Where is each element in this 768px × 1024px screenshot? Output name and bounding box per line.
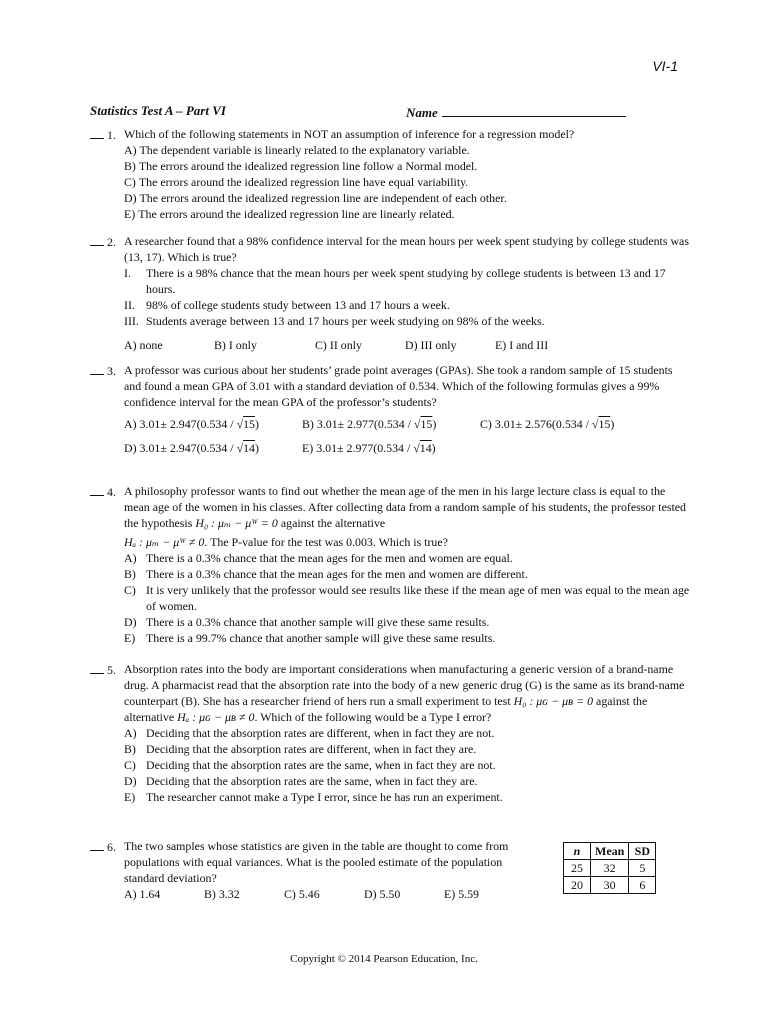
table-row: 20 30 6 [564, 877, 656, 894]
q6-choice-e: E) 5.59 [444, 887, 480, 901]
question-3-text: A professor was curious about her students’ grade point averages (GPAs). She took a random sample of 15 students and found a mean GPA of 3.01 with a standard deviation of 0.534. Which of the following formulas gives a 99% confidence interval for the mean GPA of the professor’s students? [124, 363, 673, 409]
test-title: Statistics Test A – Part VI [90, 103, 226, 118]
q2-statement-3: III. Students average between 13 and 17 hours per week studying on 98% of the weeks. [124, 314, 545, 328]
q4-option-e: E) There is a 99.7% chance that another sample will give these same results. [124, 631, 496, 645]
q4-null-hypothesis: H₀ : μₘ − μᵂ = 0 [195, 516, 278, 530]
q2-choice-b: B) I only [214, 338, 257, 352]
name-field[interactable] [406, 103, 626, 121]
answer-blank-1[interactable] [90, 126, 104, 139]
q4-alt-hypothesis: Hₐ : μₘ − μᵂ ≠ 0 [124, 535, 205, 549]
table-header-n: n [564, 843, 591, 860]
question-1-text: Which of the following statements in NOT an assumption of inference for a regression model? [124, 127, 575, 141]
q5-option-b: B) Deciding that the absorption rates are different, when in fact they are. [124, 742, 477, 756]
copyright-footer: Copyright © 2014 Pearson Education, Inc. [290, 953, 478, 965]
q1-option-a: A) The dependent variable is linearly related to the explanatory variable. [124, 143, 470, 157]
test-header [90, 103, 650, 119]
q4-option-d: D) There is a 0.3% chance that another sample will give these same results. [124, 615, 490, 629]
table-row: 25 32 5 [564, 860, 656, 877]
question-6: 6. The two samples whose statistics are given in the table are thought to come from populations with equal variances. What is the pooled estimate of the population standard deviation? A) 1.64 B) 3.32 C) 5.46 D) 5.50 E) 5.59 [90, 838, 540, 902]
q2-statement-1: I. There is a 98% chance that the mean hours per week spent studying by college students is between 13 and 17 hours. [124, 266, 666, 296]
question-2: 2. A researcher found that a 98% confidence interval for the mean hours per week spent studying by college students was (13, 17). Which is true? I. There is a 98% chance that the mean hours per week spent studying by college students is between 13 and 17 hours. II. 98% of college students study between 13 and 17 hours a week. III. Students average between 13 and 17 hours per week studying on 98% of the weeks. A) none B) I only C) II only D) III only E) I and III [90, 233, 690, 353]
q6-stats-table [563, 842, 656, 894]
q2-choice-e: E) I and III [495, 338, 549, 352]
q1-option-b: B) The errors around the idealized regression line follow a Normal model. [124, 159, 478, 173]
table-header-mean: Mean [591, 843, 629, 860]
q1-option-c: C) The errors around the idealized regression line have equal variability. [124, 175, 469, 189]
question-6-text: The two samples whose statistics are given in the table are thought to come from populations with equal variances. What is the pooled estimate of the population standard deviation? [124, 839, 509, 885]
q3-choice-c: C) 3.01± 2.576(0.534 / √15) [480, 417, 615, 431]
question-3: 3. A professor was curious about her students’ grade point averages (GPAs). She took a random sample of 15 students and found a mean GPA of 3.01 with a standard deviation of 0.534. Which of the following formulas gives a 99% confidence interval for the mean GPA of the professor’s students? A) 3.01± 2.947(0.534 / √15) B) 3.01± 2.977(0.534 / √15) C) 3.01± 2.576(0.534 / √15) D) 3.01± 2.947(0.534 / √14) E) 3.01± 2.977(0.534 / √14) [90, 362, 690, 456]
q3-choice-e: E) 3.01± 2.977(0.534 / √14) [302, 441, 436, 455]
name-line[interactable] [442, 103, 626, 117]
table-header-sd: SD [629, 843, 656, 860]
q5-option-a: A) Deciding that the absorption rates are different, when in fact they are not. [124, 726, 495, 740]
question-1: 1. Which of the following statements in NOT an assumption of inference for a regression model? A) The dependent variable is linearly related to the explanatory variable. B) The errors around the idealized regression line follow a Normal model. C) The errors around the idealized regression line have equal variability. D) The errors around the idealized regression line are independent of each other. E) The errors around the idealized regression line are linearly related. [90, 126, 690, 222]
q2-choice-a: A) none [124, 338, 163, 352]
name-label: Name [406, 105, 438, 120]
q3-choices-row-2 [90, 440, 690, 456]
q3-choice-a: A) 3.01± 2.947(0.534 / √15) [124, 417, 259, 431]
q6-choices [90, 886, 540, 902]
q6-choice-a: A) 1.64 [124, 887, 161, 901]
answer-blank-5[interactable] [90, 661, 104, 674]
q2-statement-2: II. 98% of college students study between 13 and 17 hours a week. [124, 298, 450, 312]
q3-choice-b: B) 3.01± 2.977(0.534 / √15) [302, 417, 437, 431]
q3-choice-d: D) 3.01± 2.947(0.534 / √14) [124, 441, 259, 455]
answer-blank-6[interactable] [90, 838, 104, 851]
q6-choice-d: D) 5.50 [364, 887, 401, 901]
question-4-text: A philosophy professor wants to find out whether the mean age of the men in his large lecture class is equal to the mean age of the women in his classes. After collecting data from a random sample of his students, the professor tested the hypothesis [124, 484, 687, 530]
q3-choices-row-1 [90, 416, 690, 432]
q6-choice-c: C) 5.46 [284, 887, 320, 901]
q5-option-d: D) Deciding that the absorption rates are the same, when in fact they are. [124, 774, 478, 788]
question-5-text: Absorption rates into the body are important considerations when manufacturing a generic version of a brand-name drug. A pharmacist read that the absorption rate into the body of a new generic drug (G) is the same as its brand-name counterpart (B). She has a researcher friend of hers run a small experiment to test [124, 662, 685, 708]
q4-option-c: C) It is very unlikely that the professor would see results like these if the mean age of men was equal to the mean age of women. [124, 583, 690, 613]
q1-option-e: E) The errors around the idealized regression line are linearly related. [124, 207, 455, 221]
q5-null-hypothesis: H₀ : μɢ − μʙ = 0 [513, 694, 594, 708]
q5-option-e: E) The researcher cannot make a Type I error, since he has run an experiment. [124, 790, 503, 804]
answer-blank-3[interactable] [90, 362, 104, 375]
question-2-text: A researcher found that a 98% confidence interval for the mean hours per week spent studying by college students was (13, 17). Which is true? [124, 234, 689, 264]
q5-alt-hypothesis: Hₐ : μɢ − μʙ ≠ 0 [177, 710, 255, 724]
question-5: 5. Absorption rates into the body are important considerations when manufacturing a generic version of a brand-name drug. A pharmacist read that the absorption rate into the body of a new generic drug (G) is the same as its brand-name counterpart (B). She has a researcher friend of hers run a small experiment to test H₀ : μɢ − μʙ = 0 against the alternative Hₐ : μɢ − μʙ ≠ 0. Which of the following would be a Type I error? A) Deciding that the absorption rates are different, when in fact they are not. B) Deciding that the absorption rates are different, when in fact they are. C) Deciding that the absorption rates are the same, when in fact they are not. D) Deciding that the absorption rates are the same, when in fact they are. E) The researcher cannot make a Type I error, since he has run an experiment. [90, 661, 690, 805]
q2-choices [90, 337, 690, 353]
question-4: 4. A philosophy professor wants to find out whether the mean age of the men in his large lecture class is equal to the mean age of the women in his classes. After collecting data from a random sample of his students, the professor tested the hypothesis H₀ : μₘ − μᵂ = 0 against the alternative Hₐ : μₘ − μᵂ ≠ 0. The P-value for the test was 0.003. Which is true? A) There is a 0.3% chance that the mean ages for the men and women are equal. B) There is a 0.3% chance that the mean ages for the men and women are different. C) It is very unlikely that the professor would see results like these if the mean age of men was equal to the mean age of women. D) There is a 0.3% chance that another sample will give these same results. E) There is a 99.7% chance that another sample will give these same results. [90, 483, 690, 646]
q5-option-c: C) Deciding that the absorption rates are the same, when in fact they are not. [124, 758, 496, 772]
table-header-row [564, 843, 656, 860]
page-id: VI-1 [652, 58, 678, 74]
answer-blank-4[interactable] [90, 483, 104, 496]
q1-option-d: D) The errors around the idealized regression line are independent of each other. [124, 191, 507, 205]
q4-option-b: B) There is a 0.3% chance that the mean ages for the men and women are different. [124, 567, 528, 581]
q6-choice-b: B) 3.32 [204, 887, 240, 901]
answer-blank-2[interactable] [90, 233, 104, 246]
q2-choice-c: C) II only [315, 338, 362, 352]
q4-option-a: A) There is a 0.3% chance that the mean ages for the men and women are equal. [124, 551, 513, 565]
q2-choice-d: D) III only [405, 338, 457, 352]
